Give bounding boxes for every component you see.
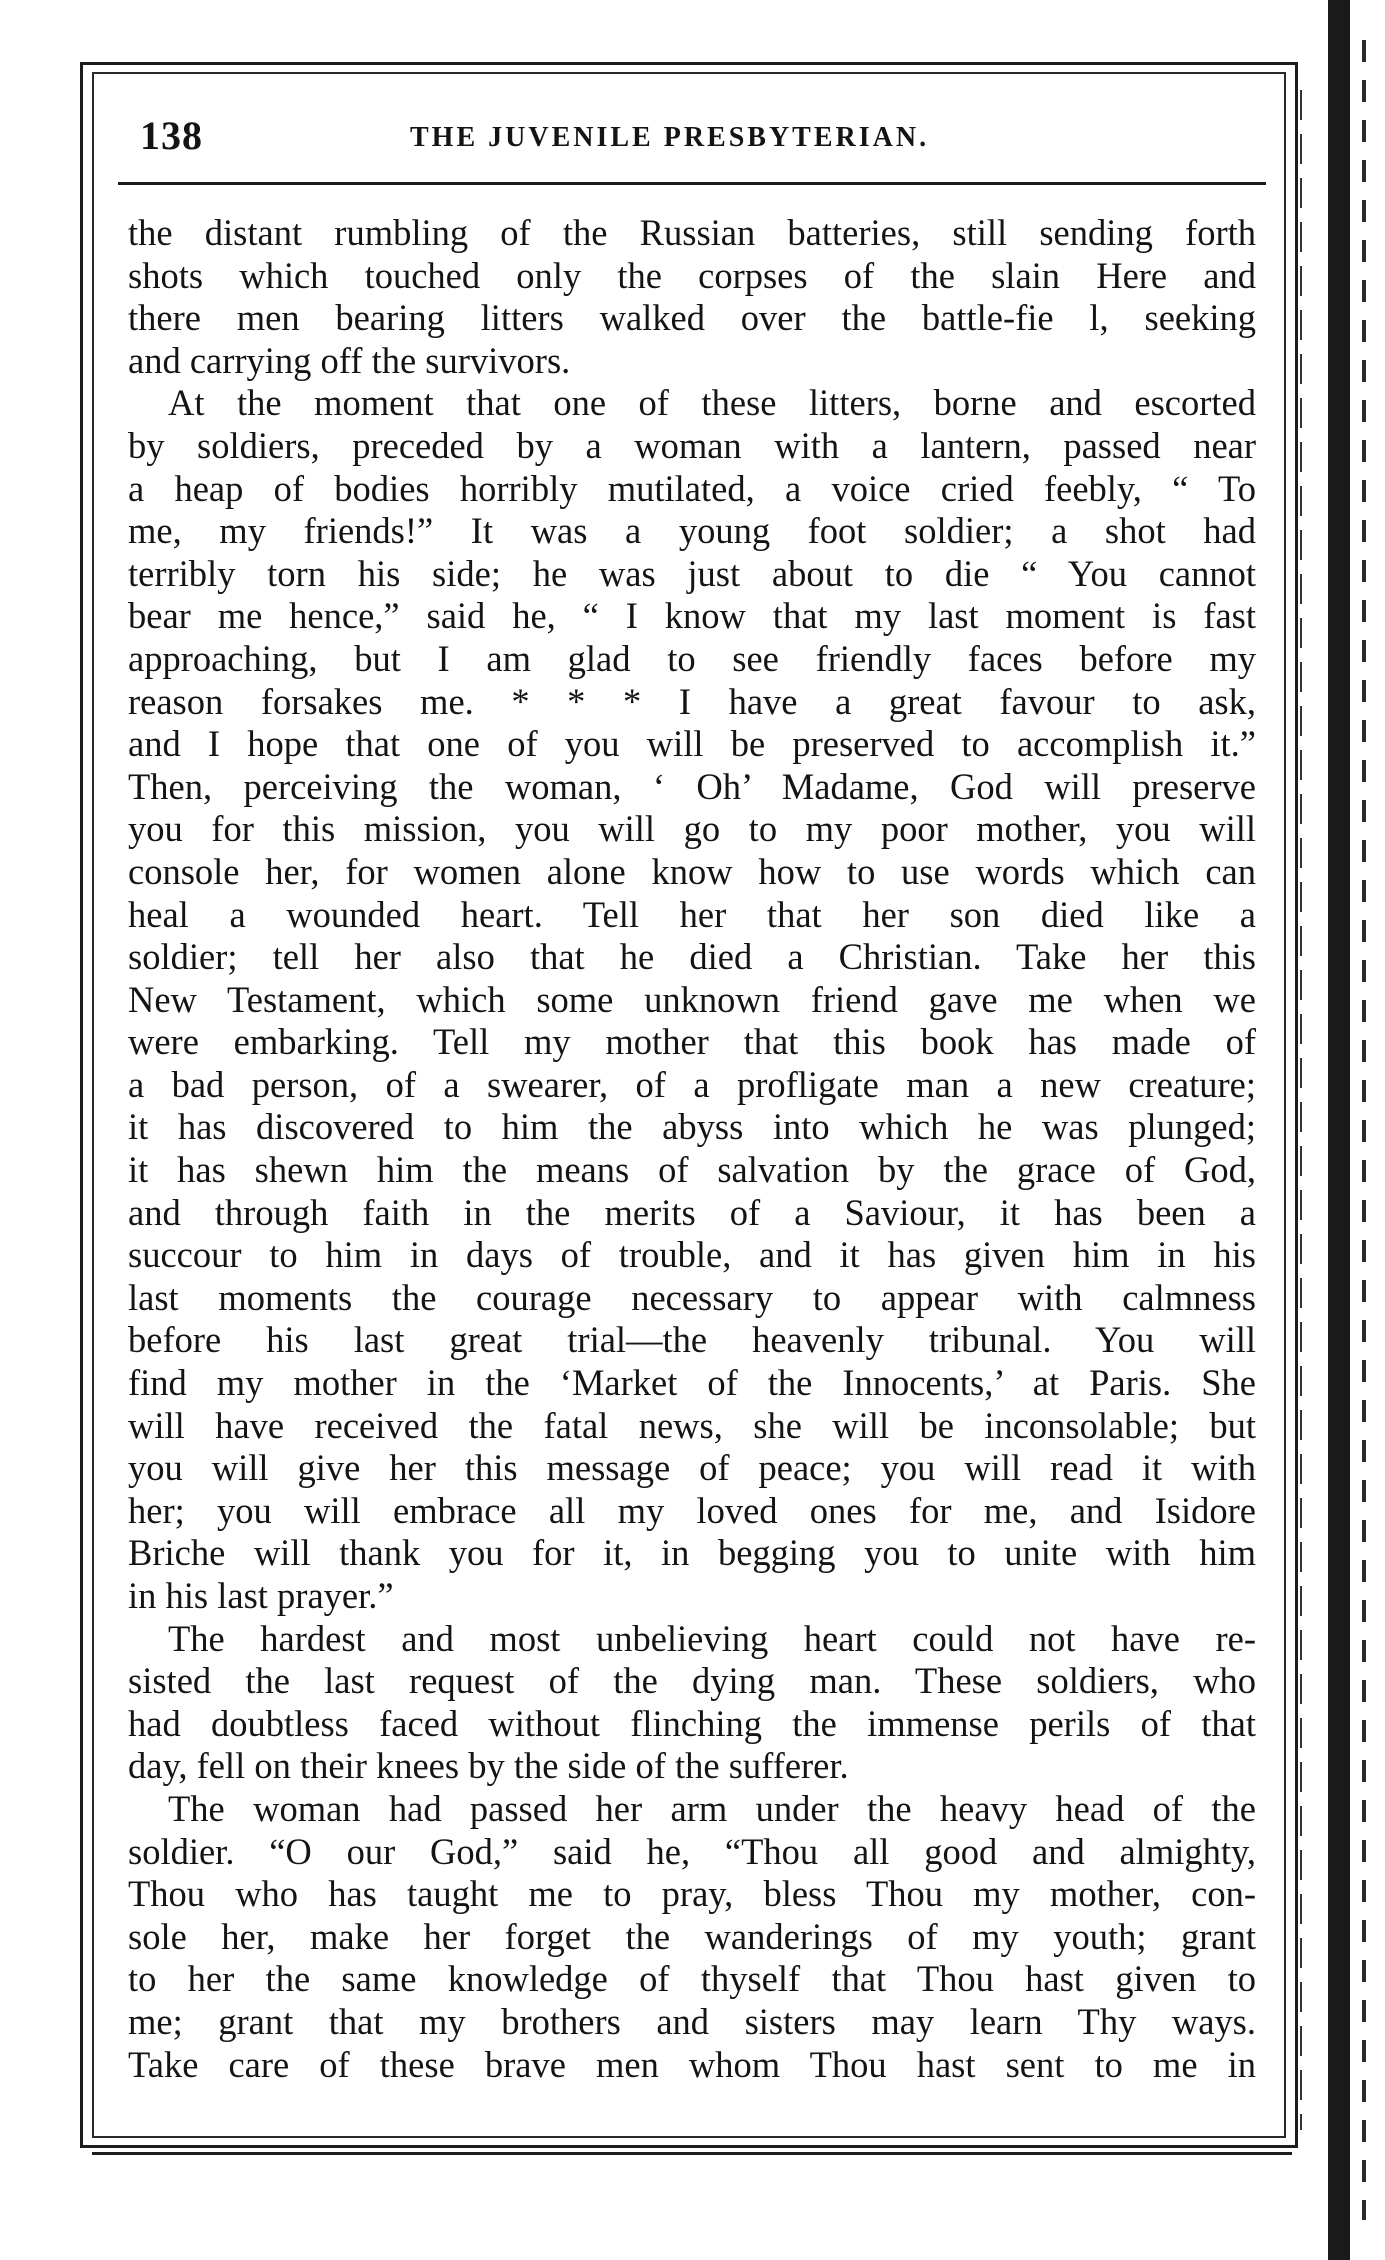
text-line: shots which touched only the corpses of the slain Here and [128,254,1256,296]
text-line: were embarking. Tell my mother that this book has made of [128,1021,1256,1063]
text-line: me; grant that my brothers and sisters may learn Thy ways. [128,2000,1256,2042]
text-line: before his last great trial—the heavenly tribunal. You will [128,1319,1256,1361]
page-header [140,112,1260,174]
text-line: her; you will embrace all my loved ones for me, and Isidore [128,1489,1256,1531]
text-line: bear me hence,” said he, “ I know that my last moment is fast [128,595,1256,637]
binding-gutter [1328,0,1350,2260]
text-line: and through faith in the merits of a Saviour, it has been a [128,1191,1256,1233]
text-line: and I hope that one of you will be preserved to accomplish it.” [128,723,1256,765]
text-line: it has shewn him the means of salvation by the grace of God, [128,1149,1256,1191]
text-line: succour to him in days of trouble, and it has given him in his [128,1234,1256,1276]
text-line: The woman had passed her arm under the heavy head of the [168,1787,1256,1829]
text-line: Then, perceiving the woman, ‘ Oh’ Madame, God will preserve [128,765,1256,807]
text-line: last moments the courage necessary to appear with calmness [128,1276,1256,1318]
text-line: by soldiers, preceded by a woman with a lantern, passed near [128,424,1256,466]
text-line: soldier; tell her also that he died a Christian. Take her this [128,936,1256,978]
text-line: you will give her this message of peace; you will read it with [128,1447,1256,1489]
text-line: will have received the fatal news, she will be inconsolable; but [128,1404,1256,1446]
page-number: 138 [140,113,203,158]
text-line: Briche will thank you for it, in begging you to unite with him [128,1532,1256,1574]
text-line: you for this mission, you will go to my poor mother, you will [128,808,1256,850]
text-line: console her, for women alone know how to use words which can [128,850,1256,892]
text-line: there men bearing litters walked over the battle-fie l, seeking [128,297,1256,339]
text-line: The hardest and most unbelieving heart could not have re- [168,1617,1256,1659]
text-line: At the moment that one of these litters, borne and escorted [168,382,1256,424]
text-line: me, my friends!” It was a young foot soldier; a shot had [128,510,1256,552]
running-title: THE JUVENILE PRESBYTERIAN. [410,122,930,153]
frame-right-rule [1300,90,1302,2130]
text-line: in his last prayer.” [128,1575,394,1616]
text-line: sisted the last request of the dying man. These soldiers, who [128,1660,1256,1702]
frame-bottom-rule [92,2152,1292,2155]
text-line: sole her, make her forget the wanderings of my youth; grant [128,1915,1256,1957]
gutter-dashes [1362,40,1366,2220]
text-line: a heap of bodies horribly mutilated, a voice cried feebly, “ To [128,467,1256,509]
text-line: approaching, but I am glad to see friendly faces before my [128,637,1256,679]
text-line: Take care of these brave men whom Thou hast sent to me in [128,2043,1256,2085]
text-line: it has discovered to him the abyss into which he was plunged; [128,1106,1256,1148]
text-line: had doubtless faced without flinching the immense perils of that [128,1702,1256,1744]
text-line: a bad person, of a swearer, of a profligate man a new creature; [128,1063,1256,1105]
text-line: and carrying off the survivors. [128,339,571,381]
text-line: soldier. “O our God,” said he, “Thou all good and almighty, [128,1830,1256,1872]
text-line: reason forsakes me. * * * I have a great favour to ask, [128,680,1256,722]
text-line: heal a wounded heart. Tell her that her son died like a [128,893,1256,935]
text-line: New Testament, which some unknown friend gave me when we [128,978,1256,1020]
header-rule [118,182,1266,185]
text-line: the distant rumbling of the Russian batteries, still sending forth [128,212,1256,253]
text-line: day, fell on their knees by the side of the sufferer. [128,1745,849,1787]
text-line: terribly torn his side; he was just about to die “ You cannot [128,552,1256,594]
text-line: Thou who has taught me to pray, bless Thou my mother, con- [128,1873,1256,1915]
text-line: find my mother in the ‘Market of the Innocents,’ at Paris. She [128,1362,1256,1404]
article-body [128,212,1256,2086]
text-line: to her the same knowledge of thyself that Thou hast given to [128,1958,1256,2000]
